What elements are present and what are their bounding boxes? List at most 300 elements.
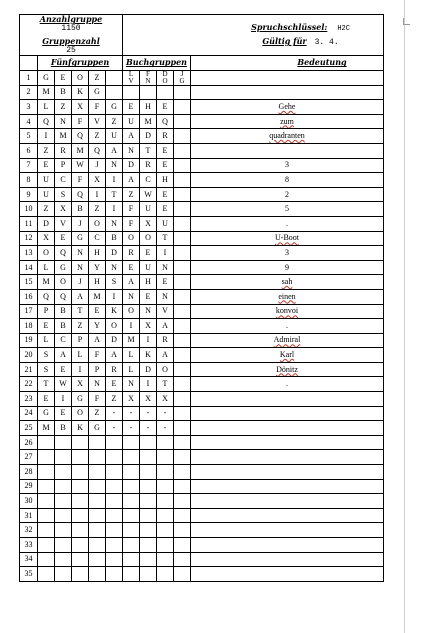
five-group-cell: E <box>55 362 72 377</box>
five-group-cell <box>89 567 106 582</box>
book-group-cell: O <box>123 231 140 246</box>
book-group-cell: O <box>123 304 140 319</box>
book-group-cell <box>140 494 157 509</box>
book-group-cell: U <box>123 114 140 129</box>
book-group-cell: K <box>140 348 157 363</box>
five-group-cell: N <box>106 216 123 231</box>
five-group-cell: S <box>38 348 55 363</box>
row-number: 16 <box>20 289 38 304</box>
table-row <box>20 494 384 509</box>
book-group-cell <box>123 479 140 494</box>
key-sheet-table <box>19 14 384 582</box>
table-row <box>20 392 384 407</box>
book-group-cell: D <box>140 362 157 377</box>
meaning-cell <box>191 216 384 231</box>
five-group-cell <box>55 567 72 582</box>
five-group-cell <box>55 508 72 523</box>
book-group-cell <box>174 158 191 173</box>
meaning-text: konvoi <box>275 306 299 316</box>
meaning-cell <box>191 362 384 377</box>
meaning-text: Dönitz <box>276 364 298 374</box>
book-group-cell: H <box>140 100 157 115</box>
five-group-cell: U <box>38 187 55 202</box>
table-row <box>20 319 384 334</box>
book-group-cell <box>157 450 174 465</box>
row-number: 9 <box>20 187 38 202</box>
book-group-cell: A <box>123 173 140 188</box>
row-number: 4 <box>20 114 38 129</box>
anzahl-value: 1150 <box>61 24 81 33</box>
meaning-text: 3 <box>285 160 289 170</box>
meaning-cell <box>191 333 384 348</box>
book-group-cell <box>157 85 174 100</box>
meaning-cell <box>191 392 384 407</box>
book-group-cell <box>174 216 191 231</box>
book-group-cell: N <box>123 143 140 158</box>
five-group-cell: P <box>89 362 106 377</box>
five-group-cell: Z <box>38 143 55 158</box>
five-group-cell <box>72 479 89 494</box>
book-group-cell <box>174 85 191 100</box>
book-group-cell: O <box>140 231 157 246</box>
key-info-cell <box>123 15 384 56</box>
book-group-cell: N <box>157 260 174 275</box>
schluessel-label: Spruchschlüssel: <box>251 22 328 32</box>
buchgruppen-header <box>123 56 191 71</box>
book-group-cell: - <box>140 406 157 421</box>
book-group-cell: E <box>157 158 174 173</box>
five-group-cell: D <box>106 333 123 348</box>
row-number: 1 <box>20 70 38 85</box>
meaning-text: Gehe <box>278 101 296 111</box>
table-row <box>20 450 384 465</box>
meaning-cell <box>191 319 384 334</box>
table-row <box>20 421 384 436</box>
five-group-cell: N <box>106 158 123 173</box>
five-group-cell: Z <box>89 406 106 421</box>
five-group-cell: W <box>55 377 72 392</box>
five-group-cell: C <box>55 333 72 348</box>
table-row <box>20 465 384 480</box>
five-group-cell: E <box>38 158 55 173</box>
meaning-cell <box>191 567 384 582</box>
row-number: 13 <box>20 246 38 261</box>
book-group-cell: R <box>157 333 174 348</box>
five-group-cell: Q <box>72 129 89 144</box>
book-group-cell: R <box>123 246 140 261</box>
five-group-cell <box>89 508 106 523</box>
book-group-stacked-letter: L <box>128 70 134 78</box>
book-group-cell: A <box>123 275 140 290</box>
book-group-cell: X <box>140 319 157 334</box>
meaning-cell <box>191 304 384 319</box>
five-group-cell <box>55 538 72 553</box>
fuenfgruppen-label: Fünfgruppen <box>50 57 110 68</box>
book-group-cell: H <box>140 275 157 290</box>
five-group-cell <box>89 538 106 553</box>
book-group-cell <box>123 523 140 538</box>
row-number: 17 <box>20 304 38 319</box>
book-group-cell <box>174 143 191 158</box>
five-group-cell: O <box>38 246 55 261</box>
five-group-cell: A <box>72 289 89 304</box>
book-group-cell: X <box>157 392 174 407</box>
five-group-cell: O <box>89 216 106 231</box>
meaning-cell <box>191 85 384 100</box>
five-group-cell <box>106 450 123 465</box>
five-group-cell: S <box>55 187 72 202</box>
book-group-cell <box>174 377 191 392</box>
book-group-cell <box>174 231 191 246</box>
book-group-cell: T <box>140 143 157 158</box>
book-group-stacked-letter: J <box>180 70 184 78</box>
book-group-cell <box>174 129 191 144</box>
five-group-cell: U <box>106 129 123 144</box>
five-group-cell: F <box>89 100 106 115</box>
table-row <box>20 406 384 421</box>
five-group-cell: E <box>55 231 72 246</box>
five-group-cell: B <box>55 421 72 436</box>
five-group-cell <box>38 508 55 523</box>
five-group-cell: J <box>89 158 106 173</box>
five-group-cell: P <box>38 304 55 319</box>
book-group-cell <box>140 567 157 582</box>
meaning-cell <box>191 158 384 173</box>
book-group-cell <box>174 567 191 582</box>
five-group-cell <box>38 538 55 553</box>
meaning-text: 9 <box>285 262 289 272</box>
table-row <box>20 289 384 304</box>
row-number: 24 <box>20 406 38 421</box>
book-group-cell: - <box>123 406 140 421</box>
five-group-cell: N <box>106 260 123 275</box>
five-group-cell: M <box>38 421 55 436</box>
meaning-cell <box>191 406 384 421</box>
five-group-cell: I <box>106 202 123 217</box>
five-group-cell: X <box>55 202 72 217</box>
table-row <box>20 304 384 319</box>
five-group-cell: C <box>55 173 72 188</box>
table-row <box>20 333 384 348</box>
five-group-cell <box>106 494 123 509</box>
column-header-row <box>20 56 384 71</box>
meaning-cell <box>191 377 384 392</box>
five-group-cell: H <box>89 275 106 290</box>
five-group-cell: F <box>89 392 106 407</box>
row-number: 14 <box>20 260 38 275</box>
row-number: 11 <box>20 216 38 231</box>
five-group-cell <box>89 479 106 494</box>
five-group-cell: R <box>106 362 123 377</box>
five-group-cell <box>55 494 72 509</box>
book-group-cell: Z <box>123 187 140 202</box>
row-number: 32 <box>20 523 38 538</box>
five-group-cell: E <box>55 406 72 421</box>
five-group-cell <box>106 567 123 582</box>
gueltig-label: Gültig für <box>262 36 307 46</box>
five-group-cell: J <box>72 275 89 290</box>
book-group-cell <box>174 70 191 85</box>
book-group-cell <box>174 260 191 275</box>
five-group-cell: F <box>72 114 89 129</box>
header-info-row <box>20 15 384 56</box>
table-row <box>20 158 384 173</box>
book-group-cell: L <box>123 362 140 377</box>
five-group-cell: T <box>72 304 89 319</box>
five-group-cell <box>72 494 89 509</box>
book-group-cell <box>174 319 191 334</box>
book-group-cell <box>123 450 140 465</box>
five-group-cell: K <box>106 304 123 319</box>
meaning-cell <box>191 231 384 246</box>
book-group-cell <box>157 538 174 553</box>
five-group-cell: O <box>106 319 123 334</box>
book-group-cell <box>174 275 191 290</box>
book-group-cell: U <box>157 216 174 231</box>
book-group-cell <box>123 70 140 85</box>
group-count-cell <box>20 15 123 56</box>
book-group-cell: I <box>140 377 157 392</box>
five-group-cell <box>106 70 123 85</box>
five-group-cell: I <box>38 129 55 144</box>
row-number: 22 <box>20 377 38 392</box>
five-group-cell: A <box>106 143 123 158</box>
book-group-cell <box>174 421 191 436</box>
five-group-cell: X <box>38 231 55 246</box>
table-row <box>20 260 384 275</box>
table-row <box>20 216 384 231</box>
row-number: 35 <box>20 567 38 582</box>
book-group-cell: D <box>123 158 140 173</box>
book-group-cell: I <box>140 333 157 348</box>
five-group-cell: K <box>72 85 89 100</box>
book-group-cell: L <box>123 348 140 363</box>
book-group-cell <box>157 479 174 494</box>
book-group-cell <box>157 508 174 523</box>
five-group-cell: Y <box>89 319 106 334</box>
book-group-cell <box>123 552 140 567</box>
table-row <box>20 246 384 261</box>
book-group-cell <box>174 304 191 319</box>
row-number: 23 <box>20 392 38 407</box>
five-group-cell: E <box>89 304 106 319</box>
five-group-cell: J <box>72 216 89 231</box>
five-group-cell: Z <box>106 114 123 129</box>
five-group-cell <box>106 465 123 480</box>
five-group-cell: A <box>106 348 123 363</box>
book-group-cell <box>174 333 191 348</box>
five-group-cell <box>72 508 89 523</box>
book-group-cell <box>140 508 157 523</box>
book-group-cell: E <box>140 289 157 304</box>
table-row <box>20 275 384 290</box>
five-group-cell: Z <box>72 319 89 334</box>
meaning-text: einen <box>278 291 296 301</box>
five-group-cell: U <box>38 173 55 188</box>
book-group-cell: D <box>140 129 157 144</box>
meaning-cell <box>191 187 384 202</box>
meaning-cell <box>191 70 384 85</box>
five-group-cell <box>106 435 123 450</box>
meaning-cell <box>191 450 384 465</box>
five-group-cell: Q <box>38 289 55 304</box>
book-group-cell <box>157 523 174 538</box>
book-group-cell: T <box>157 231 174 246</box>
book-group-cell <box>174 362 191 377</box>
five-group-cell: M <box>55 129 72 144</box>
five-group-cell <box>72 538 89 553</box>
five-group-cell: A <box>89 333 106 348</box>
book-group-stacked-letter: V <box>128 76 134 85</box>
table-row <box>20 362 384 377</box>
meaning-cell <box>191 348 384 363</box>
five-group-cell <box>89 435 106 450</box>
five-group-cell: E <box>106 377 123 392</box>
five-group-cell: E <box>55 70 72 85</box>
five-group-cell: G <box>38 406 55 421</box>
five-group-cell: Q <box>89 143 106 158</box>
book-group-cell: E <box>140 246 157 261</box>
five-group-cell: I <box>55 392 72 407</box>
five-group-cell: I <box>106 289 123 304</box>
fuenfgruppen-header <box>38 56 123 71</box>
five-group-cell: M <box>38 85 55 100</box>
book-group-cell: E <box>123 260 140 275</box>
book-group-cell: N <box>123 377 140 392</box>
five-group-cell: I <box>72 362 89 377</box>
book-group-cell <box>174 100 191 115</box>
book-group-cell: E <box>123 100 140 115</box>
book-group-cell: X <box>140 216 157 231</box>
five-group-cell: G <box>89 421 106 436</box>
five-group-cell: Q <box>55 289 72 304</box>
five-group-cell: G <box>89 85 106 100</box>
five-group-cell <box>55 523 72 538</box>
five-group-cell: Y <box>89 260 106 275</box>
book-group-cell: O <box>157 362 174 377</box>
five-group-cell: Z <box>106 392 123 407</box>
five-group-cell: Z <box>89 129 106 144</box>
row-number: 20 <box>20 348 38 363</box>
meaning-text: U-Boot <box>275 233 299 243</box>
book-group-cell <box>140 85 157 100</box>
book-group-cell <box>140 465 157 480</box>
row-number: 3 <box>20 100 38 115</box>
table-row <box>20 538 384 553</box>
table-row <box>20 508 384 523</box>
book-group-cell <box>123 567 140 582</box>
table-row <box>20 100 384 115</box>
gruppen-label: Gruppenzahl <box>42 36 100 46</box>
five-group-cell <box>72 435 89 450</box>
five-group-cell <box>55 435 72 450</box>
book-group-cell <box>140 538 157 553</box>
book-group-cell: F <box>123 202 140 217</box>
book-group-cell <box>174 450 191 465</box>
table-row <box>20 435 384 450</box>
table-row <box>20 523 384 538</box>
anzahl-label: Anzahlgruppe <box>39 14 103 24</box>
meaning-text: . <box>286 320 288 330</box>
five-group-cell: K <box>72 421 89 436</box>
book-group-stacked-letter: O <box>162 76 168 85</box>
five-group-cell: B <box>55 304 72 319</box>
five-group-cell: T <box>38 377 55 392</box>
table-row <box>20 479 384 494</box>
book-group-cell: V <box>157 304 174 319</box>
table-row <box>20 202 384 217</box>
book-group-cell: X <box>123 392 140 407</box>
meaning-text: Karl <box>279 350 295 360</box>
meaning-cell <box>191 289 384 304</box>
book-group-stacked-letter: N <box>145 76 151 85</box>
book-group-cell: A <box>123 129 140 144</box>
five-group-cell <box>55 450 72 465</box>
book-group-cell: - <box>157 421 174 436</box>
book-group-cell <box>174 173 191 188</box>
five-group-cell: E <box>38 392 55 407</box>
book-group-cell <box>174 523 191 538</box>
five-group-cell: L <box>38 333 55 348</box>
meaning-cell <box>191 435 384 450</box>
book-group-cell <box>174 435 191 450</box>
meaning-cell <box>191 100 384 115</box>
book-group-cell <box>140 70 157 85</box>
meaning-cell <box>191 129 384 144</box>
row-number: 25 <box>20 421 38 436</box>
row-number: 7 <box>20 158 38 173</box>
five-group-cell <box>55 465 72 480</box>
five-group-cell: V <box>55 216 72 231</box>
book-group-cell: A <box>157 348 174 363</box>
five-group-cell <box>38 523 55 538</box>
book-group-stacked-letter: D <box>162 70 168 78</box>
buchgruppen-label: Buchgruppen <box>126 57 187 68</box>
table-row <box>20 567 384 582</box>
five-group-cell: G <box>55 260 72 275</box>
bedeutung-header <box>191 56 384 71</box>
meaning-text: sah <box>281 277 293 287</box>
five-group-cell: S <box>38 362 55 377</box>
book-group-cell: H <box>157 173 174 188</box>
five-group-cell: G <box>72 392 89 407</box>
five-group-cell: M <box>38 275 55 290</box>
row-number: 18 <box>20 319 38 334</box>
book-group-cell <box>174 494 191 509</box>
row-number: 21 <box>20 362 38 377</box>
book-group-cell <box>157 70 174 85</box>
table-row <box>20 70 384 85</box>
meaning-text: 8 <box>285 174 289 184</box>
five-group-cell <box>38 450 55 465</box>
book-group-cell: F <box>123 216 140 231</box>
five-group-cell: C <box>89 231 106 246</box>
five-group-cell: N <box>72 246 89 261</box>
book-group-cell <box>174 202 191 217</box>
book-group-cell: I <box>123 319 140 334</box>
five-group-cell: B <box>55 319 72 334</box>
five-group-cell: I <box>106 173 123 188</box>
book-group-cell <box>123 508 140 523</box>
five-group-cell: - <box>106 406 123 421</box>
meaning-text: 5 <box>285 204 289 214</box>
book-group-cell <box>157 567 174 582</box>
book-group-cell <box>140 435 157 450</box>
five-group-cell <box>72 465 89 480</box>
book-group-cell <box>123 465 140 480</box>
five-group-cell <box>89 552 106 567</box>
five-group-cell: F <box>72 173 89 188</box>
